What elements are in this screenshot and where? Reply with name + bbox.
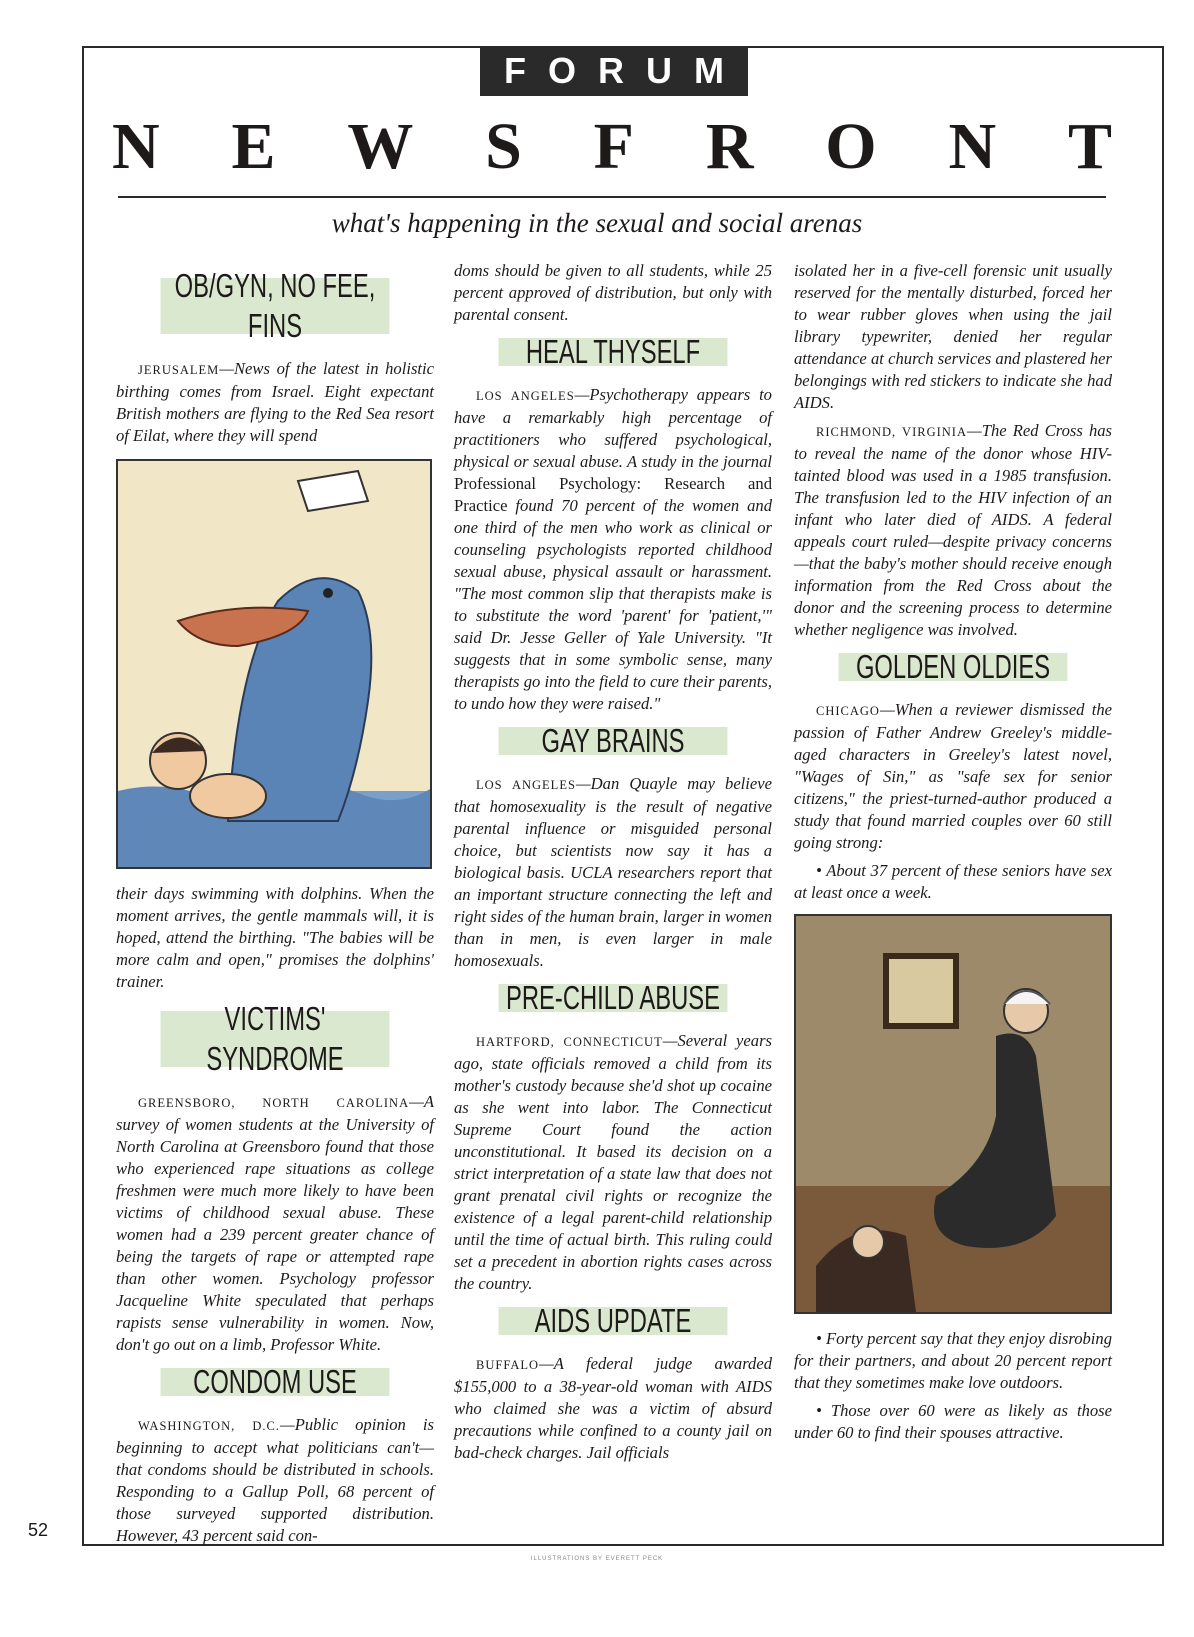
- article-text: —Several years ago, state officials removed a child from its mother's custody because she'd shot up cocaine as she went into labor. The Connecticut Supreme Court found the action unconstitutional. It based its decision on a strict interpretation of a state law that does not grant prenatal civil rights or recognize the existence of a legal parent-child relationship until the time of actual birth. This ruling could set a precedent in abortion rights cases across the country.: [454, 1031, 773, 1293]
- bullet-item: • Those over 60 were as likely as those under 60 to find their spouses attractive.: [794, 1401, 1112, 1442]
- headline-golden: GOLDEN OLDIES: [839, 647, 1068, 687]
- article-gay-brains: [454, 773, 772, 972]
- headline-obgyn: OB/GYN, NO FEE, FINS: [161, 266, 390, 346]
- headline-prechild: PRE-CHILD ABUSE: [499, 978, 728, 1018]
- forum-label: FORUM: [480, 46, 748, 96]
- article-text: —Psychotherapy appears to have a remarkably high percentage of practitioners who suffered psychological, physical or sexual abuse. A study in the journal: [454, 385, 772, 471]
- masthead-letter: R: [705, 110, 754, 183]
- dateline: BUFFALO: [476, 1358, 540, 1372]
- headline-aids: AIDS UPDATE: [499, 1301, 728, 1341]
- illustration-credit: ILLUSTRATIONS BY EVERETT PECK: [530, 1556, 664, 1562]
- article-victims: [116, 1091, 434, 1356]
- masthead-letter: N: [948, 110, 997, 183]
- seniors-drawing: [796, 916, 1110, 1312]
- article-text: —Public opinion is beginning to accept what politicians can't—that condoms should be distributed in schools. Responding to a Gallup Poll, 68 percent of those surveyed supported distribution. However, 43 percent said con-: [116, 1415, 435, 1545]
- headline-gay-brains: GAY BRAINS: [499, 721, 728, 761]
- dateline: WASHINGTON, D.C.: [138, 1419, 280, 1433]
- article-text: found 70 percent of the women and one third of the men who work as clinical or counseling psychologists reported childhood sexual abuse, physical assault or harassment. "The most common slip that therapists make is to substitute the word 'parent' for 'patient,'" said Dr. Jesse Geller of Yale University. "It suggests that in some symbolic sense, many therapists go into the field to cure their parents, to undo how they were raised.": [454, 496, 772, 713]
- dateline: LOS ANGELES: [476, 389, 575, 403]
- column-3: [794, 260, 1112, 1450]
- masthead-letter: O: [825, 110, 877, 183]
- masthead-rule: [118, 196, 1106, 198]
- headline-victims: VICTIMS' SYNDROME: [161, 999, 390, 1079]
- masthead-letter: W: [347, 110, 414, 183]
- article-text: —Dan Quayle may believe that homosexuality is the result of negative parental influence or misguided personal choice, but scientists now say it has a biological basis. UCLA researchers report that an important structure connecting the left and right sides of the human brain, larger in women than in men, is even larger in male homosexuals.: [454, 774, 772, 970]
- article-aids: [454, 1353, 772, 1464]
- dateline: CHICAGO: [816, 704, 880, 718]
- dateline: HARTFORD, CONNECTICUT: [476, 1035, 663, 1049]
- subtitle: what's happening in the sexual and social arenas: [331, 208, 863, 238]
- article-richmond: [794, 420, 1112, 641]
- dolphin-illustration: [116, 459, 432, 869]
- dateline: LOS ANGELES: [476, 778, 576, 792]
- page-number: 52: [28, 1520, 49, 1540]
- masthead-letter: T: [1067, 110, 1112, 183]
- headline-heal: HEAL THYSELF: [499, 332, 728, 372]
- masthead-title: [112, 112, 1112, 182]
- article-condom-cont: doms should be given to all students, while 25 percent approved of distribution, but only with parental consent.: [454, 261, 772, 324]
- headline-condom: CONDOM USE: [161, 1362, 390, 1402]
- article-obgyn-cont: their days swimming with dolphins. When the moment arrives, the gentle mammals will, it is hoped, attend the birthing. "The babies will be more calm and open," promises the dolphins' trainer.: [116, 884, 434, 991]
- dateline: GREENSBORO, NORTH CAROLINA: [138, 1096, 410, 1110]
- article-text: —A federal judge awarded $155,000 to a 38-year-old woman with AIDS who claimed she was a victim of absurd precautions while confined to a county jail on bad-check charges. Jail officials: [454, 1354, 772, 1462]
- article-text: —A survey of women students at the University of North Carolina at Greensboro found that those who experienced rape situations as college freshmen were much more likely to have been victims of childhood sexual abuse. These women had a 239 percent greater chance of being the targets of rape or attempted rape than other women. Psychology professor Jacqueline White speculated that perhaps rapists sense vulnerability in women. Now, don't go out on a limb, Professor White.: [116, 1092, 434, 1354]
- article-prechild: [454, 1030, 772, 1295]
- article-text: —The Red Cross has to reveal the name of the donor whose HIV-tainted blood was used in a 1985 transfusion. The transfusion led to the HIV infection of an infant who later died of AIDS. A federal appeals court ruled—despite privacy concerns—that the baby's mother should receive enough information from the Red Cross about the donor and the screening process to determine whether negligence was involved.: [794, 421, 1112, 639]
- article-obgyn: [116, 358, 434, 447]
- masthead-letter: N: [112, 110, 160, 183]
- column-2: [454, 260, 772, 1470]
- bullet-item: • Forty percent say that they enjoy disrobing for their partners, and about 20 percent report that they sometimes make love outdoors.: [794, 1329, 1112, 1392]
- dateline: JERUSALEM: [138, 363, 220, 377]
- seniors-illustration: [794, 914, 1112, 1314]
- article-aids-cont: isolated her in a five-cell forensic unit usually reserved for the mentally disturbed, forced her to wear rubber gloves when using the jail library typewriter, denied her regular attendance at church services and plastered her belongings with red stickers to indicate she had AIDS.: [794, 261, 1112, 412]
- article-heal: [454, 384, 772, 715]
- article-golden: [794, 699, 1112, 854]
- article-text: —News of the latest in holistic birthing comes from Israel. Eight expectant British mothers are flying to the Red Sea resort of Eilat, where they will spend: [116, 359, 434, 445]
- bullet-item: • About 37 percent of these seniors have sex at least once a week.: [794, 861, 1112, 902]
- masthead-letter: F: [593, 110, 634, 183]
- dateline: RICHMOND, VIRGINIA: [816, 425, 967, 439]
- journal-title: Professional Psychology: Research and Practice: [454, 474, 772, 515]
- article-condom: [116, 1414, 434, 1547]
- article-text: —When a reviewer dismissed the passion of Father Andrew Greeley's middle-aged characters in Greeley's latest novel, "Wages of Sin," as "safe sex for senior citizens," the priest-turned-author produced a study that found married couples over 60 still going strong:: [794, 700, 1112, 852]
- masthead-letter: E: [231, 110, 276, 183]
- dolphin-drawing: [118, 461, 430, 867]
- column-1: [116, 260, 434, 1553]
- masthead-letter: S: [485, 110, 522, 183]
